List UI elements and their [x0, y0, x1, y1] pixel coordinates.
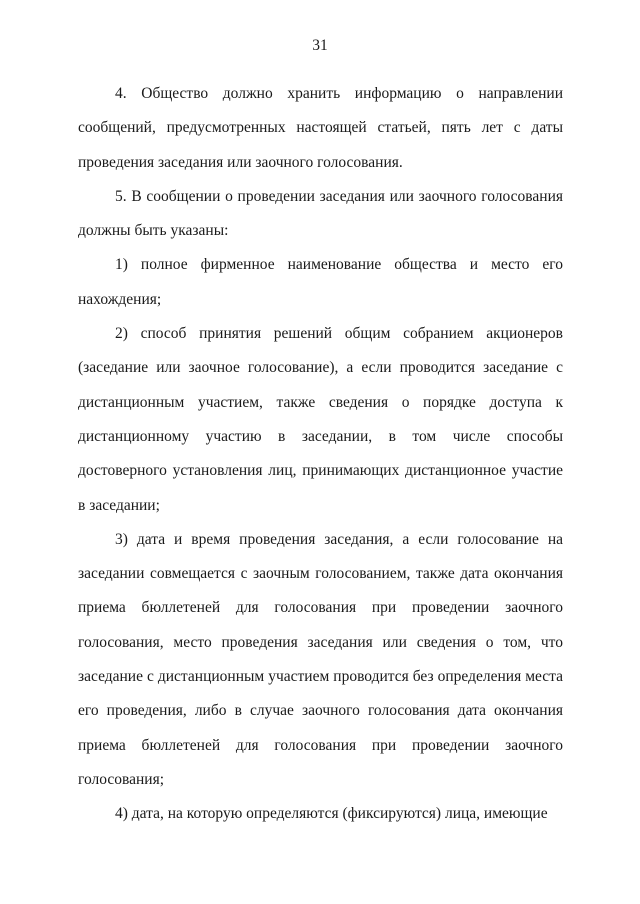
- paragraph-item-5: 5. В сообщении о проведении заседания или заочного голосования должны быть указаны:: [78, 187, 563, 240]
- list-item-4: 4) дата, на которую определяются (фиксируются) лица, имеющие: [115, 805, 548, 823]
- list-item-3: 3) дата и время проведения заседания, а если голосование на заседании совмещается с заочным голосованием, также дата окончания приема бюллетеней для голосования при проведении заочного голосования, место проведения заседания или сведения о том, что заседание с дистанционным участием проводится без определения места его проведения, либо в случае заочного голосования дата окончания приема бюллетеней для голосования при проведении заочного голосования;: [78, 530, 563, 788]
- page-number: 31: [312, 37, 328, 54]
- list-item-2: 2) способ принятия решений общим собранием акционеров (заседание или заочное голосование), а если проводится заседание с дистанционным участием, также сведения о порядке доступа к дистанционному участию в заседании, в том числе способы достоверного установления лиц, принимающих дистанционное участие в заседании;: [78, 325, 563, 514]
- document-body: [78, 77, 563, 832]
- paragraph-item-4: 4. Общество должно хранить информацию о направлении сообщений, предусмотренных настоящей статьей, пять лет с даты проведения заседания или заочного голосования.: [78, 85, 563, 171]
- list-item-1: 1) полное фирменное наименование общества и место его нахождения;: [78, 256, 563, 308]
